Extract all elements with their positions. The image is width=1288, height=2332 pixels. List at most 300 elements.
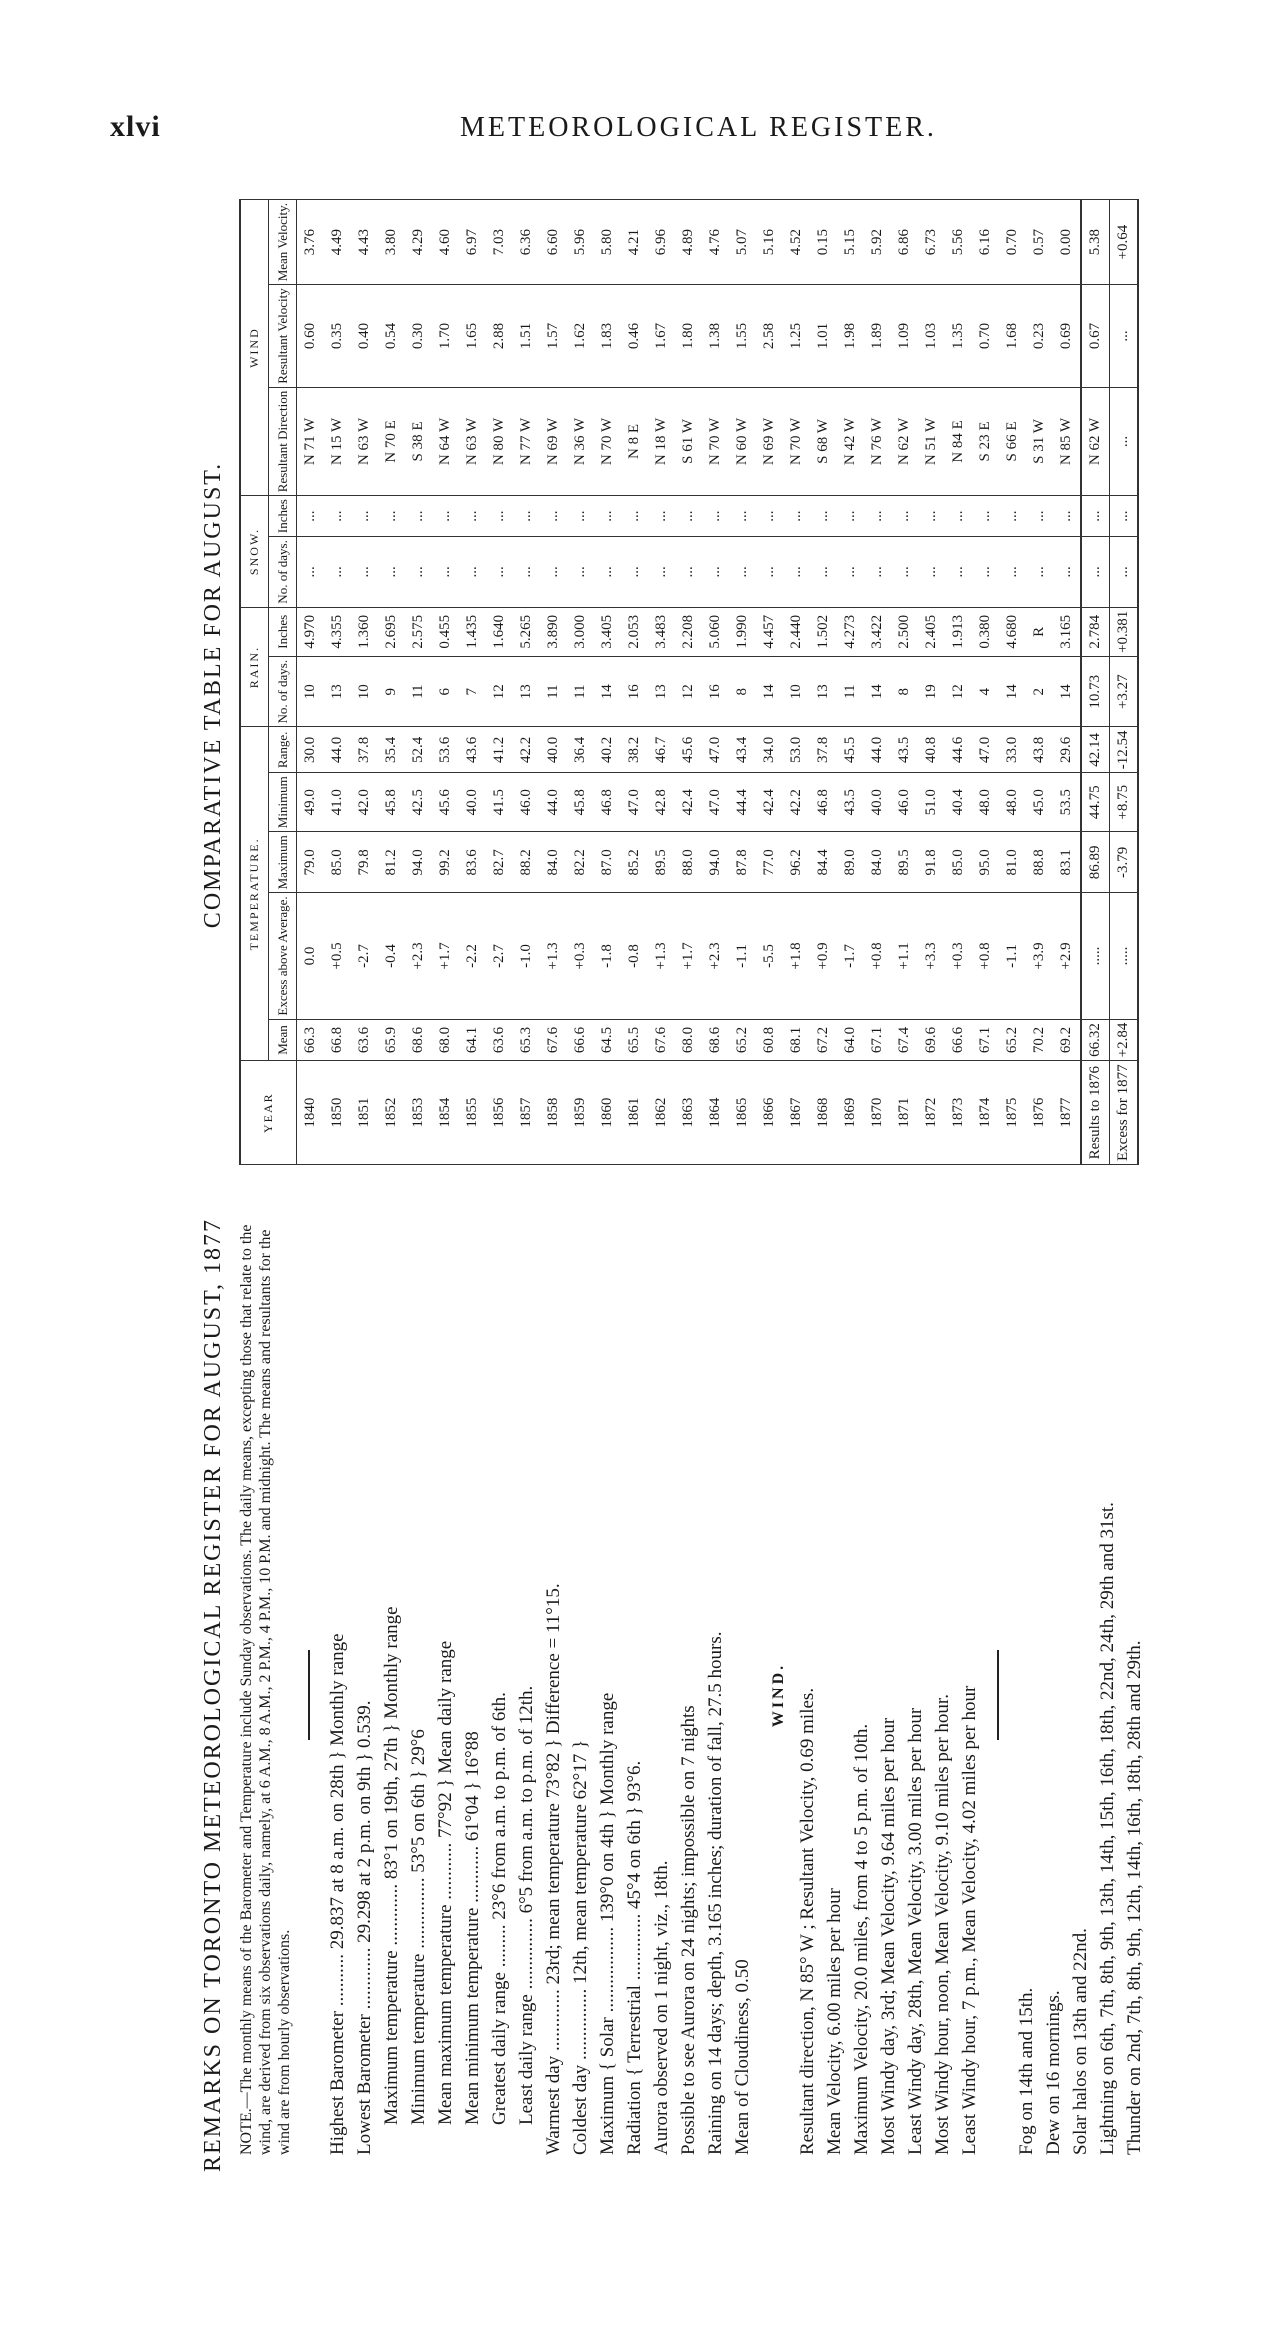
- table-cell: 65.5: [621, 1019, 648, 1061]
- table-cell: 10: [351, 656, 378, 727]
- table-cell: ...: [621, 496, 648, 537]
- col-header: Minimum: [269, 773, 297, 832]
- table-cell: ...: [864, 496, 891, 537]
- table-cell: 68.0: [432, 1019, 459, 1061]
- table-cell: 1855: [459, 1061, 486, 1165]
- table-cell: 40.0: [864, 773, 891, 832]
- remarks-line: Thunder on 2nd, 7th, 8th, 9th, 12th, 14th, 16th, 18th, 28th and 29th.: [1124, 1640, 1145, 2155]
- table-cell: 45.6: [432, 773, 459, 832]
- table-cell: ...: [351, 496, 378, 537]
- col-header: Resultant Velocity: [269, 285, 297, 387]
- table-cell: 41.0: [324, 773, 351, 832]
- table-cell: ...: [702, 537, 729, 608]
- table-cell: 6.36: [513, 199, 540, 284]
- table-cell: 1852: [378, 1061, 405, 1165]
- table-cell: 0.54: [378, 285, 405, 387]
- table-cell: 11: [540, 656, 567, 727]
- table-cell: 1.67: [648, 285, 675, 387]
- remarks-line: Radiation { Terrestrial .............. 45°4 on 6th } 93°6.: [624, 1760, 645, 2155]
- table-cell: 14: [999, 656, 1026, 727]
- table-cell: 46.0: [513, 773, 540, 832]
- table-cell: 1.65: [459, 285, 486, 387]
- table-cell: 42.14: [1081, 727, 1110, 773]
- table-cell: 4.273: [837, 607, 864, 656]
- table-cell: 47.0: [702, 773, 729, 832]
- remarks-line: Fog on 14th and 15th.: [1016, 1987, 1037, 2155]
- table-cell: 44.75: [1081, 773, 1110, 832]
- table-cell: 69.6: [918, 1019, 945, 1061]
- table-cell: 29.6: [1053, 727, 1081, 773]
- table-cell: 45.8: [567, 773, 594, 832]
- table-cell: 3.000: [567, 607, 594, 656]
- table-cell: 3.76: [297, 199, 325, 284]
- table-cell: 1857: [513, 1061, 540, 1165]
- table-cell: ...: [783, 537, 810, 608]
- group-header-temperature: TEMPERATURE.: [240, 727, 269, 1061]
- table-cell: ...: [729, 496, 756, 537]
- table-cell: 88.2: [513, 832, 540, 893]
- table-cell: ...: [891, 496, 918, 537]
- table-cell: +2.3: [405, 893, 432, 1019]
- col-header: Mean: [269, 1019, 297, 1061]
- table-cell: .....: [1081, 893, 1110, 1019]
- table-cell: -1.1: [999, 893, 1026, 1019]
- table-cell: ...: [1053, 537, 1081, 608]
- table-cell: 79.0: [297, 832, 325, 893]
- table-cell: 2.58: [756, 285, 783, 387]
- remarks-note: NOTE.—The monthly means of the Barometer and Temperature include Sunday observations. The daily means, excepting those that relate to the wind, are derived from six observations daily, namely, at 6 A.M., 8 A.M., 2 P.M., 4 P.M., 10 P.M. and midnight. The means and resultants for the wind are from hourly observations.: [238, 1224, 293, 2155]
- table-cell: 0.15: [810, 199, 837, 284]
- table-cell: 1850: [324, 1061, 351, 1165]
- wind-line: Resultant direction, N 85° W ; Resultant Velocity, 0.69 miles.: [797, 1687, 818, 2155]
- table-cell: +3.9: [1026, 893, 1053, 1019]
- rotated-content: [170, 195, 1230, 2195]
- col-header: No. of days.: [269, 537, 297, 608]
- table-cell: 87.8: [729, 832, 756, 893]
- table-cell: +0.381: [1110, 607, 1139, 656]
- table-row: [729, 199, 756, 1164]
- table-cell: N 77 W: [513, 387, 540, 495]
- table-cell: ...: [540, 496, 567, 537]
- table-cell: 84.0: [864, 832, 891, 893]
- wind-line: Most Windy day, 3rd; Mean Velocity, 9.64 miles per hour: [878, 1717, 899, 2155]
- table-row: [891, 199, 918, 1164]
- table-cell: 1872: [918, 1061, 945, 1165]
- table-cell: 1.83: [594, 285, 621, 387]
- table-cell: ...: [351, 537, 378, 608]
- table-cell: -3.79: [1110, 832, 1139, 893]
- remarks-line: Mean maximum temperature ............ 77°92 } Mean daily range: [435, 1640, 456, 2125]
- table-cell: +8.75: [1110, 773, 1139, 832]
- table-cell: S 66 E: [999, 387, 1026, 495]
- table-cell: -12.54: [1110, 727, 1139, 773]
- table-cell: 53.0: [783, 727, 810, 773]
- table-cell: 45.5: [837, 727, 864, 773]
- table-cell: 88.0: [675, 832, 702, 893]
- table-cell: 83.6: [459, 832, 486, 893]
- table-row: [648, 199, 675, 1164]
- remarks-line: Maximum temperature ............. 83°1 on 19th, 27th } Monthly range: [381, 1606, 402, 2125]
- table-cell: ...: [675, 496, 702, 537]
- table-cell: 42.5: [405, 773, 432, 832]
- table-cell: 14: [594, 656, 621, 727]
- table-cell: 6.73: [918, 199, 945, 284]
- table-cell: 1861: [621, 1061, 648, 1165]
- table-cell: 1875: [999, 1061, 1026, 1165]
- table-cell: 53.5: [1053, 773, 1081, 832]
- table-cell: 3.483: [648, 607, 675, 656]
- remarks-line: Highest Barometer ........... 29.837 at 8 a.m. on 28th } Monthly range: [327, 1633, 348, 2155]
- table-cell: 53.6: [432, 727, 459, 773]
- table-cell: R: [1026, 607, 1053, 656]
- table-cell: 43.4: [729, 727, 756, 773]
- table-cell: 46.7: [648, 727, 675, 773]
- table-cell: +1.7: [432, 893, 459, 1019]
- table-cell: 89.0: [837, 832, 864, 893]
- table-cell: ...: [756, 496, 783, 537]
- table-cell: ...: [972, 496, 999, 537]
- table-cell: 67.1: [864, 1019, 891, 1061]
- table-cell: +2.3: [702, 893, 729, 1019]
- table-cell: 4.21: [621, 199, 648, 284]
- table-cell: 63.6: [351, 1019, 378, 1061]
- table-cell: 0.40: [351, 285, 378, 387]
- table-cell: 2.575: [405, 607, 432, 656]
- remarks-line: Warmest day ............. 23rd; mean temperature 73°82 } Difference = 11°15.: [543, 1583, 564, 2155]
- table-row: [324, 199, 351, 1164]
- table-cell: 13: [648, 656, 675, 727]
- table-cell: 4: [972, 656, 999, 727]
- table-cell: +0.3: [945, 893, 972, 1019]
- table-cell: 9: [378, 656, 405, 727]
- table-cell: 1865: [729, 1061, 756, 1165]
- table-cell: 89.5: [891, 832, 918, 893]
- remarks-lines: [324, 1195, 756, 2195]
- table-cell: 5.15: [837, 199, 864, 284]
- table-cell: 1.913: [945, 607, 972, 656]
- table-cell: N 85 W: [1053, 387, 1081, 495]
- table-cell: 81.0: [999, 832, 1026, 893]
- table-cell: ...: [1081, 496, 1110, 537]
- table-cell: 70.2: [1026, 1019, 1053, 1061]
- table-cell: 2.208: [675, 607, 702, 656]
- table-cell: 5.265: [513, 607, 540, 656]
- table-cell: +2.9: [1053, 893, 1081, 1019]
- table-row: [378, 199, 405, 1164]
- table-cell: 47.0: [972, 727, 999, 773]
- remarks-line: Mean minimum temperature ............ 61°04 } 16°88: [462, 1731, 483, 2125]
- table-cell: ...: [594, 496, 621, 537]
- table-cell: 69.2: [1053, 1019, 1081, 1061]
- table-row: [702, 199, 729, 1164]
- table-row: [621, 199, 648, 1164]
- table-cell: ...: [594, 537, 621, 608]
- table-cell: 14: [864, 656, 891, 727]
- table-cell: ...: [540, 537, 567, 608]
- table-cell: 81.2: [378, 832, 405, 893]
- table-cell: 4.355: [324, 607, 351, 656]
- table-cell: 94.0: [405, 832, 432, 893]
- remarks-line: Least daily range ............... 6°5 from a.m. to p.m. of 12th.: [516, 1685, 537, 2125]
- remarks-line: Minimum temperature ............... 53°5 on 6th } 29°6: [408, 1729, 429, 2125]
- table-cell: N 36 W: [567, 387, 594, 495]
- table-row: [945, 199, 972, 1164]
- remarks-line: Dew on 16 mornings.: [1043, 1990, 1064, 2155]
- table-cell: 99.2: [432, 832, 459, 893]
- table-cell: N 63 W: [351, 387, 378, 495]
- table-cell: 4.29: [405, 199, 432, 284]
- table-cell: 5.96: [567, 199, 594, 284]
- table-cell: 1.01: [810, 285, 837, 387]
- table-cell: 1.98: [837, 285, 864, 387]
- table-cell: ...: [513, 537, 540, 608]
- table-cell: N 51 W: [918, 387, 945, 495]
- table-cell: 68.0: [675, 1019, 702, 1061]
- page-number: xlvi: [110, 110, 161, 143]
- table-cell: 46.8: [594, 773, 621, 832]
- table-cell: ...: [675, 537, 702, 608]
- table-cell: 12: [486, 656, 513, 727]
- table-cell: 13: [810, 656, 837, 727]
- table-cell: 0.35: [324, 285, 351, 387]
- table-cell: 42.4: [756, 773, 783, 832]
- table-cell: ...: [945, 537, 972, 608]
- wind-line: Least Windy day, 28th, Mean Velocity, 3.00 miles per hour: [905, 1707, 926, 2155]
- table-cell: N 71 W: [297, 387, 325, 495]
- table-cell: 3.405: [594, 607, 621, 656]
- table-cell: 85.2: [621, 832, 648, 893]
- table-cell: 77.0: [756, 832, 783, 893]
- table-cell: 1.57: [540, 285, 567, 387]
- table-cell: ...: [729, 537, 756, 608]
- table-cell: 8: [891, 656, 918, 727]
- table-cell: ...: [486, 496, 513, 537]
- table-cell: 11: [837, 656, 864, 727]
- table-cell: 65.2: [729, 1019, 756, 1061]
- remarks-line: Maximum { Solar .................. 139°0 on 4th } Monthly range: [597, 1692, 618, 2155]
- table-cell: +1.1: [891, 893, 918, 1019]
- separator-rule: [997, 1650, 999, 1740]
- table-cell: 0.70: [972, 285, 999, 387]
- table-cell: 89.5: [648, 832, 675, 893]
- table-cell: 1.640: [486, 607, 513, 656]
- table-row: [1110, 199, 1139, 1164]
- table-cell: S 31 W: [1026, 387, 1053, 495]
- table-cell: +0.3: [567, 893, 594, 1019]
- table-cell: 82.7: [486, 832, 513, 893]
- table-cell: ...: [459, 537, 486, 608]
- table-cell: -2.2: [459, 893, 486, 1019]
- table-cell: 7: [459, 656, 486, 727]
- table-cell: ...: [918, 496, 945, 537]
- table-cell: ...: [999, 537, 1026, 608]
- table-cell: 44.0: [324, 727, 351, 773]
- table-cell: 1873: [945, 1061, 972, 1165]
- table-cell: 35.4: [378, 727, 405, 773]
- table-cell: 1859: [567, 1061, 594, 1165]
- table-row: [837, 199, 864, 1164]
- table-cell: 1868: [810, 1061, 837, 1165]
- table-cell: +1.7: [675, 893, 702, 1019]
- table-cell: S 38 E: [405, 387, 432, 495]
- table-cell: 4.680: [999, 607, 1026, 656]
- table-cell: 1.502: [810, 607, 837, 656]
- table-cell: 68.6: [405, 1019, 432, 1061]
- table-cell: +0.64: [1110, 199, 1139, 284]
- table-cell: 1.25: [783, 285, 810, 387]
- table-cell: 5.16: [756, 199, 783, 284]
- table-cell: 66.8: [324, 1019, 351, 1061]
- table-cell: 1.35: [945, 285, 972, 387]
- table-cell: ...: [1110, 496, 1139, 537]
- table-cell: 0.380: [972, 607, 999, 656]
- table-cell: ...: [378, 537, 405, 608]
- table-cell: +2.84: [1110, 1019, 1139, 1061]
- table-cell: ...: [513, 496, 540, 537]
- table-cell: -1.1: [729, 893, 756, 1019]
- remarks-line: Lightning on 6th, 7th, 8th, 9th, 13th, 14th, 15th, 16th, 18th, 22nd, 24th, 29th and 31st.: [1097, 1502, 1118, 2155]
- col-header: Mean Velocity.: [269, 199, 297, 284]
- table-cell: 1.435: [459, 607, 486, 656]
- table-cell: 1871: [891, 1061, 918, 1165]
- table-cell: 2.405: [918, 607, 945, 656]
- remarks-line: Solar halos on 13th and 22nd.: [1070, 1928, 1091, 2155]
- table-cell: ...: [1053, 496, 1081, 537]
- table-cell: 43.8: [1026, 727, 1053, 773]
- table-cell: 1.09: [891, 285, 918, 387]
- table-cell: N 70 W: [783, 387, 810, 495]
- table-cell: ...: [405, 537, 432, 608]
- table-row: [864, 199, 891, 1164]
- table-cell: ...: [837, 496, 864, 537]
- table-cell: 2.440: [783, 607, 810, 656]
- table-cell: 2.500: [891, 607, 918, 656]
- table-row: [297, 199, 325, 1164]
- table-cell: 96.2: [783, 832, 810, 893]
- wind-line: Maximum Velocity, 20.0 miles, from 4 to 5 p.m. of 10th.: [851, 1723, 872, 2155]
- table-cell: 0.455: [432, 607, 459, 656]
- table-row: [594, 199, 621, 1164]
- table-row: [540, 199, 567, 1164]
- table-cell: ...: [891, 537, 918, 608]
- table-cell: ...: [1110, 387, 1139, 495]
- table-cell: ...: [432, 537, 459, 608]
- table-cell: ...: [810, 537, 837, 608]
- table-cell: N 8 E: [621, 387, 648, 495]
- table-cell: 63.6: [486, 1019, 513, 1061]
- table-cell: 6: [432, 656, 459, 727]
- group-header-wind: WIND: [240, 199, 269, 495]
- table-cell: 66.6: [567, 1019, 594, 1061]
- table-cell: .....: [1110, 893, 1139, 1019]
- wind-line: Most Windy hour, noon, Mean Velocity, 9.10 miles per hour.: [932, 1694, 953, 2155]
- table-row: [1053, 199, 1081, 1164]
- table-cell: 1.360: [351, 607, 378, 656]
- table-cell: ...: [297, 537, 325, 608]
- table-cell: 4.52: [783, 199, 810, 284]
- table-cell: 1.68: [999, 285, 1026, 387]
- table-cell: 40.8: [918, 727, 945, 773]
- table-cell: 10: [783, 656, 810, 727]
- table-cell: 1.51: [513, 285, 540, 387]
- table-cell: ...: [324, 496, 351, 537]
- table-cell: 66.32: [1081, 1019, 1110, 1061]
- table-cell: 2: [1026, 656, 1053, 727]
- table-cell: 5.92: [864, 199, 891, 284]
- table-cell: 2.053: [621, 607, 648, 656]
- col-header: Maximum: [269, 832, 297, 893]
- table-cell: ...: [405, 496, 432, 537]
- table-cell: 10.73: [1081, 656, 1110, 727]
- table-row: [1081, 199, 1110, 1164]
- table-cell: 79.8: [351, 832, 378, 893]
- table-cell: +0.8: [972, 893, 999, 1019]
- table-cell: 1.70: [432, 285, 459, 387]
- table-cell: N 15 W: [324, 387, 351, 495]
- table-cell: S 68 W: [810, 387, 837, 495]
- table-cell: 6.60: [540, 199, 567, 284]
- table-cell: 67.1: [972, 1019, 999, 1061]
- comparative-table: [239, 199, 1139, 1165]
- table-cell: +3.3: [918, 893, 945, 1019]
- table-row: [1026, 199, 1053, 1164]
- table-cell: 68.6: [702, 1019, 729, 1061]
- table-cell: 88.8: [1026, 832, 1053, 893]
- table-cell: ...: [918, 537, 945, 608]
- table-cell: 46.8: [810, 773, 837, 832]
- table-cell: +1.8: [783, 893, 810, 1019]
- table-cell: 10: [297, 656, 325, 727]
- table-cell: 6.96: [648, 199, 675, 284]
- table-cell: ...: [648, 496, 675, 537]
- table-cell: 0.46: [621, 285, 648, 387]
- table-cell: 1856: [486, 1061, 513, 1165]
- table-cell: S 23 E: [972, 387, 999, 495]
- table-cell: ...: [837, 537, 864, 608]
- table-cell: 37.8: [351, 727, 378, 773]
- table-cell: 44.0: [540, 773, 567, 832]
- table-cell: 1.03: [918, 285, 945, 387]
- table-row: [999, 199, 1026, 1164]
- table-cell: 48.0: [972, 773, 999, 832]
- table-cell: +0.5: [324, 893, 351, 1019]
- table-cell: 44.0: [864, 727, 891, 773]
- table-cell: 1840: [297, 1061, 325, 1165]
- table-cell: 0.0: [297, 893, 325, 1019]
- wind-line: Least Windy hour, 7 p.m., Mean Velocity, 4.02 miles per hour: [959, 1685, 980, 2155]
- table-cell: 7.03: [486, 199, 513, 284]
- table-cell: ...: [702, 496, 729, 537]
- page-header: [0, 0, 1288, 180]
- table-cell: N 62 W: [1081, 387, 1110, 495]
- table-cell: 4.49: [324, 199, 351, 284]
- table-cell: 94.0: [702, 832, 729, 893]
- table-row: [459, 199, 486, 1164]
- table-cell: 1.55: [729, 285, 756, 387]
- table-cell: ...: [999, 496, 1026, 537]
- col-header: Range.: [269, 727, 297, 773]
- table-cell: 65.2: [999, 1019, 1026, 1061]
- table-row: [432, 199, 459, 1164]
- table-cell: 12: [945, 656, 972, 727]
- table-cell: ...: [297, 496, 325, 537]
- table-cell: 64.0: [837, 1019, 864, 1061]
- remarks-line: Raining on 14 days; depth, 3.165 inches; duration of fall, 27.5 hours.: [705, 1631, 726, 2155]
- table-cell: 1858: [540, 1061, 567, 1165]
- table-cell: N 69 W: [540, 387, 567, 495]
- table-cell: 43.5: [891, 727, 918, 773]
- table-cell: 46.0: [891, 773, 918, 832]
